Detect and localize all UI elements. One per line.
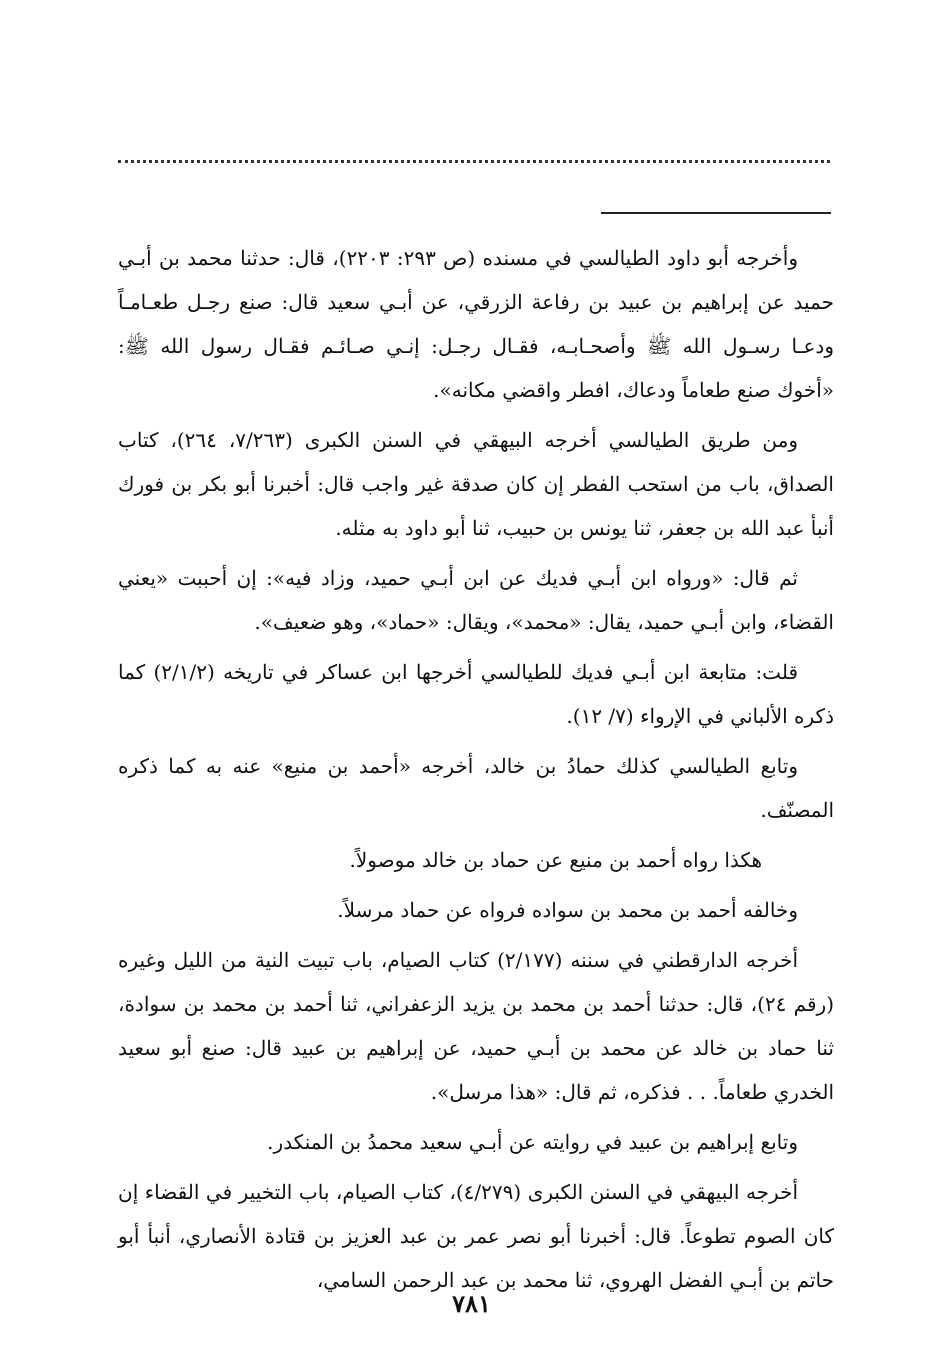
paragraph-5: وتابع الطيالسي كذلك حمادُ بن خالد، أخرجه «أحمد بن منيع» عنه به كما ذكره المصنّف. xyxy=(118,754,834,822)
paragraph-10: أخرجه البيهقي في السنن الكبرى (٤/٢٧٩)، كتاب الصيام، باب التخيير في القضاء إن كان الصوم تطوعاً. قال: أخبرنا أبو نصر عمر بن عبد العزيز بن قتادة الأنصاري، أنبأ أبو حاتم بن أبـي الفضل الهروي، ثنا محمد بن عبد الرحمن السامي، xyxy=(118,1180,834,1292)
dotted-separator xyxy=(118,160,830,163)
footnote-rule xyxy=(601,212,831,214)
paragraph-8: أخرجه الدارقطني في سننه (٢/١٧٧) كتاب الصيام، باب تبيت النية من الليل وغيره (رقم ٢٤)، قال: حدثنا أحمد بن محمد بن يزيد الزعفراني، ثنا أحمد بن محمد بن سوادة، ثنا حماد بن خالد عن محمد بن أبـي حميد، عن إبراهيم بن عبيد قال: صنع أبو سعيد الخدري طعاماً. . . فذكره، ثم قال: «هذا مرسل». xyxy=(118,948,834,1104)
paragraph-3: ثم قال: «ورواه ابن أبـي فديك عن ابن أبـي حميد، وزاد فيه»: إن أحببت «يعني القضاء، وابن أبـي حميد، يقال: «محمد»، ويقال: «حماد»، وهو ضعيف». xyxy=(118,566,834,634)
paragraph-9: وتابع إبراهيم بن عبيد في روايته عن أبـي سعيد محمدُ بن المنكدر. xyxy=(267,1130,798,1154)
paragraph-7: وخالفه أحمد بن محمد بن سواده فرواه عن حماد مرسلاً. xyxy=(337,898,798,922)
footnote-body xyxy=(118,236,834,1308)
paragraph-2: ومن طريق الطيالسي أخرجه البيهقي في السنن الكبرى (٧/٢٦٣، ٢٦٤)، كتاب الصداق، باب من استحب الفطر إن كان صدقة غير واجب قال: أخبرنا أبو بكر بن فورك أنبأ عبد الله بن جعفر، ثنا يونس بن حبيب، ثنا أبو داود به مثله. xyxy=(118,428,834,540)
page-number: ٧٨١ xyxy=(452,1289,491,1318)
paragraph-6: هكذا رواه أحمد بن منيع عن حماد بن خالد موصولاً. xyxy=(349,848,762,872)
paragraph-4: قلت: متابعة ابن أبـي فديك للطيالسي أخرجها ابن عساكر في تاريخه (٢/١/٢) كما ذكره الألباني في الإرواء (٧/ ١٢). xyxy=(118,660,834,728)
paragraph-1: وأخرجه أبو داود الطيالسي في مسنده (ص ٢٩٣: ٢٢٠٣)، قال: حدثنا محمد بن أبـي حميد عن إبراهيم بن عبيد بن رفاعة الزرقي، عن أبـي سعيد قال: صنع رجـل طعـامـاً ودعـا رسـول الله ﷺ وأصحـابـه، فقـال رجـل: إنـي صـائـم فقـال رسول الله ﷺ: «أخوك صنع طعاماً ودعاك، افطر واقضي مكانه». xyxy=(118,246,834,402)
